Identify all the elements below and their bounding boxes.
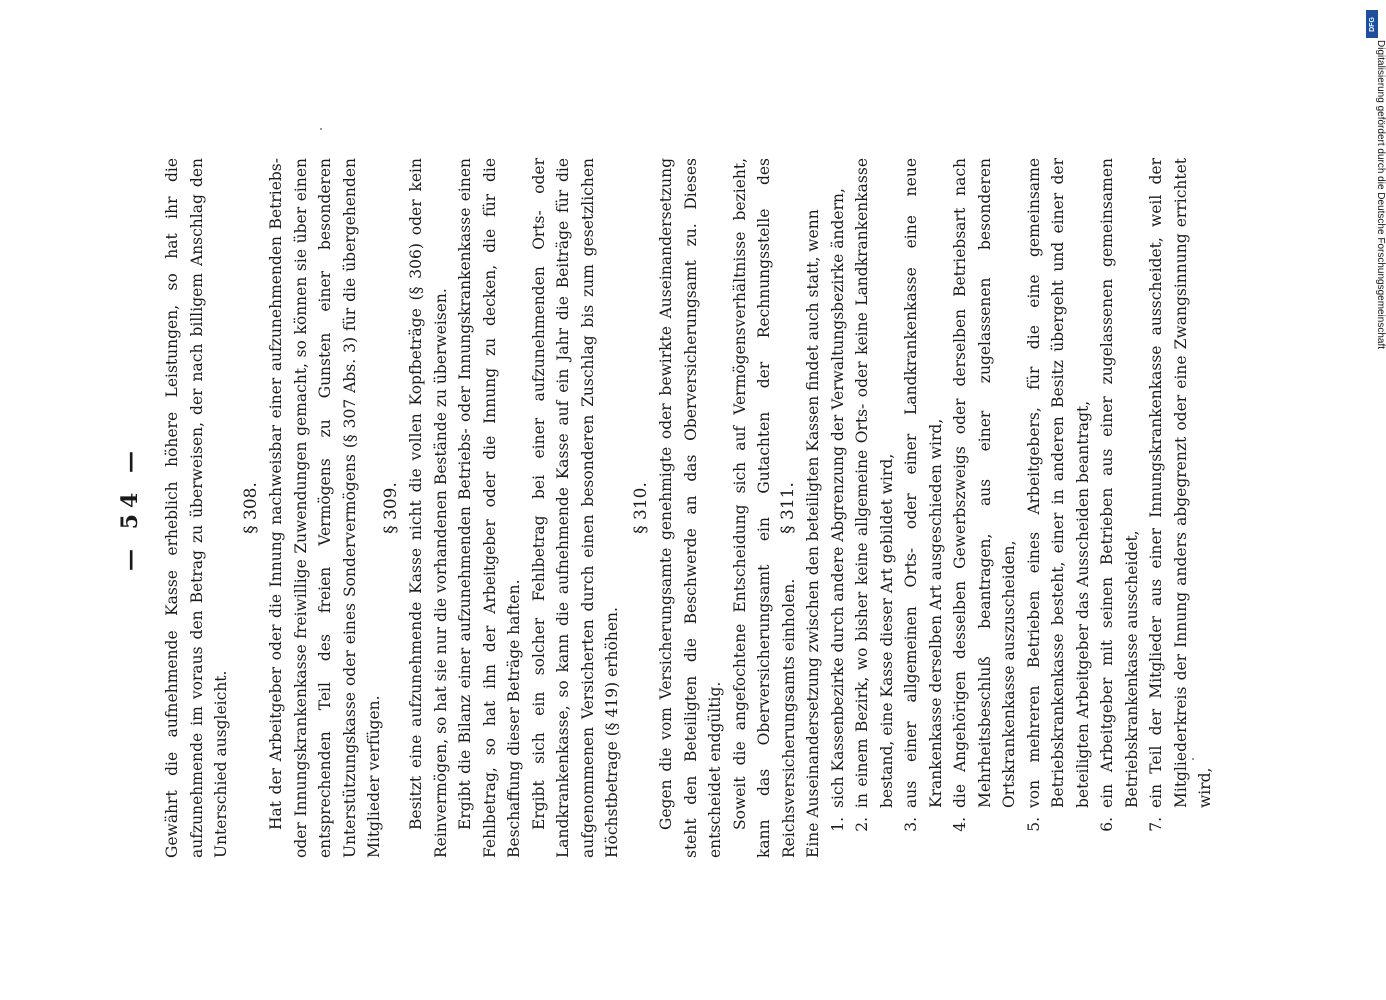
section-311-list (826, 158, 1218, 858)
section-311 (775, 158, 1218, 858)
section-heading-311: § 311. (778, 482, 798, 534)
section-309-p2: Ergibt die Bilanz einer aufzunehmenden Betriebs- oder Innungskrankenkasse einen Fehlbetrag, so hat ihn der Arbeitgeber oder die Innung zu decken, die für die Beschaffung dieser Beträge haften. (456, 158, 523, 858)
section-308-text: Hat der Arbeitgeber oder die Innung nachweisbar einer aufzunehmenden Betriebs- oder Innungskrankenkasse freiwillige Zuwendungen gemacht, so können sie über einen entsprechenden Teil des freien Vermögens zu Gunsten einer besonderen Unterstützungskasse oder eines Sondervermögens (§ 307 Abs. 3) für die übergehenden Mitglieder verfügen. (267, 158, 383, 858)
list-item: 5. von mehreren Betrieben eines Arbeitgebers, für die eine gemeinsame Betriebskrankenkasse besteht, einer in anderen Besitz übergeht und einer der beteiligten Arbeitgeber das Ausscheiden beantragt, (1022, 158, 1096, 812)
section-310-p1: Gegen die vom Versicherungsamte genehmigte oder bewirkte Auseinandersetzung steht den Beteiligten die Beschwerde an das Oberversicherungsamt zu. Dieses entscheidet endgültig. (657, 158, 724, 858)
speck (320, 128, 322, 130)
dfg-logo-text: DFG (1368, 16, 1376, 32)
section-heading-309: § 309. (381, 482, 401, 534)
page-number: — 54 — (117, 445, 143, 571)
section-308 (238, 158, 387, 858)
digitization-credit: Digitalisierung gefördert durch die Deutsche Forschungsgemeinschaft (1375, 40, 1386, 350)
list-item: 7. ein Teil der Mitglieder aus einer Innungskrankenkasse ausscheidet, weil der Mitgliederkreis der Innung anders abgegrenzt oder eine Zwangsinnung errichtet wird, (1144, 158, 1218, 812)
list-item: 6. ein Arbeitgeber mit seinen Betrieben aus einer zugelassenen gemeinsamen Betriebskrankenkasse ausscheidet, (1095, 158, 1144, 812)
section-309-p3: Ergibt sich ein solcher Fehlbetrag bei einer aufzunehmenden Orts- oder Landkrankenkasse, so kann die aufnehmende Kasse auf ein Jahr die Beiträge für die aufgenommenen Versicherten durch einen besonderen Zuschlag bis zum gesetzlichen Höchstbetrage (§ 419) erhöhen. (529, 158, 621, 858)
list-item: 2. in einem Bezirk, wo bisher keine allgemeine Orts- oder keine Landkrankenkasse bestand, eine Kasse dieser Art gebildet wird, (850, 158, 899, 812)
section-heading-310: § 310. (631, 482, 651, 534)
list-item: 3. aus einer allgemeinen Orts- oder einer Landkrankenkasse eine neue Krankenkasse derselben Art ausgeschieden wird, (899, 158, 948, 812)
section-311-intro: Eine Auseinandersetzung zwischen den beteiligten Kassen findet auch statt, wenn (804, 209, 822, 858)
section-heading-308: § 308. (241, 482, 261, 534)
section-310-p2: Soweit die angefochtene Entscheidung sich auf Vermögensverhältnisse bezieht, kann das Oberversicherungsamt ein Gutachten der Rechnungsstelle des Reichsversicherungsamts einholen. (730, 158, 798, 858)
section-309 (378, 158, 625, 858)
list-item: 4. die Angehörigen desselben Gewerbszweigs oder derselben Betriebsart nach Mehrheitsbeschluß beantragen, aus einer zugelassenen besonderen Ortskrankenkasse auszuscheiden, (948, 158, 1022, 812)
intro-block (160, 158, 234, 858)
intro-paragraph: Gewährt die aufnehmende Kasse erheblich höhere Leistungen, so hat ihr die aufzunehmende im voraus den Betrag zu überweisen, der nach billigem Anschlag den Unterschied ausgleicht. (163, 158, 230, 858)
dfg-logo (1366, 10, 1378, 38)
speck (1192, 758, 1194, 760)
document-page (110, 158, 1290, 858)
list-item: 1. sich Kassenbezirke durch andere Abgrenzung der Verwaltungsbezirke ändern, (826, 158, 851, 812)
section-309-p1: Besitzt eine aufzunehmende Kasse nicht die vollen Kopfbeträge (§ 306) oder kein Reinvermögen, so hat sie nur die vorhandenen Bestände zu überweisen. (407, 158, 450, 858)
